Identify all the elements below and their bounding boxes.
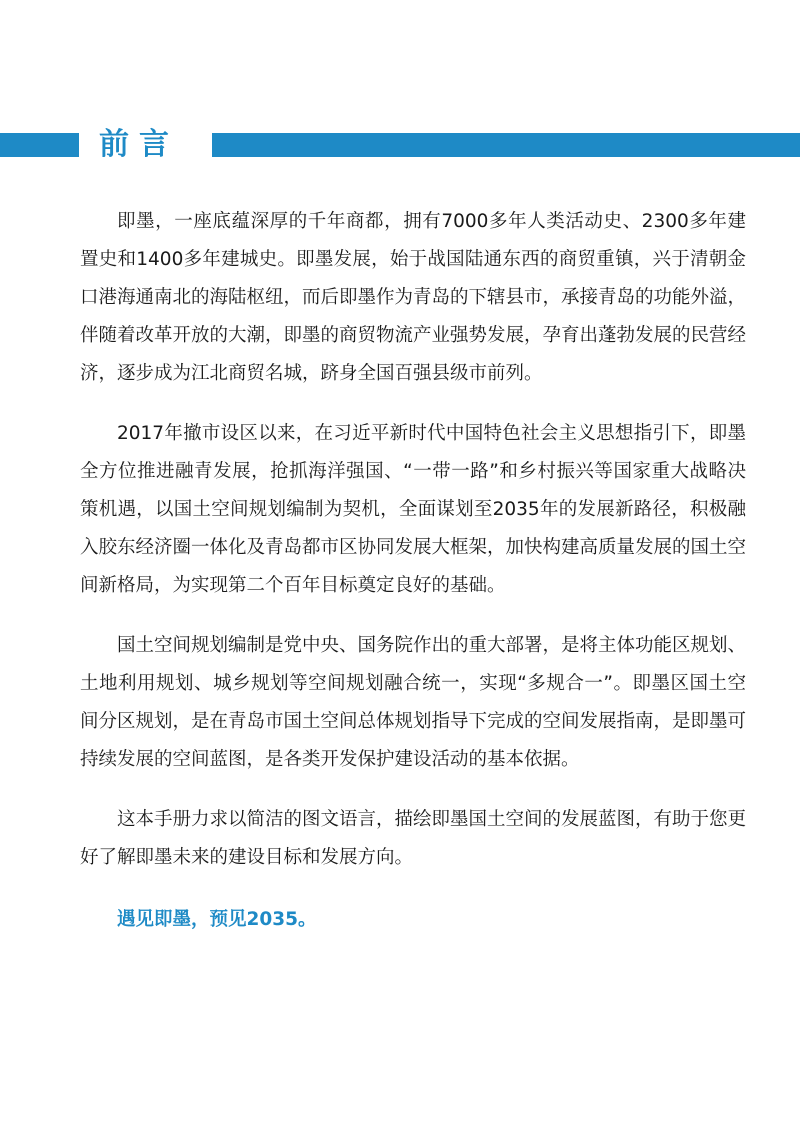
paragraph-2: 2017年撤市设区以来，在习近平新时代中国特色社会主义思想指引下，即墨全方位推进融青发展，抢抓海洋强国、“一带一路”和乡村振兴等国家重大战略决策机遇，以国土空间规划编制为契机，全面谋划至2035年的发展新路径，积极融入胶东经济圈一体化及青岛都市区协同发展大框架，加快构建高质量发展的国土空间新格局，为实现第二个百年目标奠定良好的基础。 <box>80 423 747 596</box>
header-bar-right <box>212 133 800 157</box>
section-header-band <box>0 118 800 172</box>
body-content <box>80 203 746 939</box>
header-bar-left <box>0 133 79 157</box>
paragraph-1: 即墨，一座底蕴深厚的千年商都，拥有7000多年人类活动史、2300多年建置史和1400多年建城史。即墨发展，始于战国陆通东西的商贸重镇，兴于清朝金口港海通南北的海陆枢纽，而后即墨作为青岛的下辖县市，承接青岛的功能外溢，伴随着改革开放的大潮，即墨的商贸物流产业强势发展，孕育出蓬勃发展的民营经济，逐步成为江北商贸名城，跻身全国百强县级市前列。 <box>80 211 747 384</box>
closing-tagline: 遇见即墨，预见2035。 <box>117 909 317 930</box>
paragraph-4: 这本手册力求以简洁的图文语言，描绘即墨国土空间的发展蓝图，有助于您更好了解即墨未来的建设目标和发展方向。 <box>80 809 747 868</box>
page-title: 前言 <box>99 127 179 162</box>
paragraph-3: 国土空间规划编制是党中央、国务院作出的重大部署，是将主体功能区规划、土地利用规划、城乡规划等空间规划融合统一，实现“多规合一”。即墨区国土空间分区规划，是在青岛市国土空间总体规划指导下完成的空间发展指南，是即墨可持续发展的空间蓝图，是各类开发保护建设活动的基本依据。 <box>80 635 747 770</box>
